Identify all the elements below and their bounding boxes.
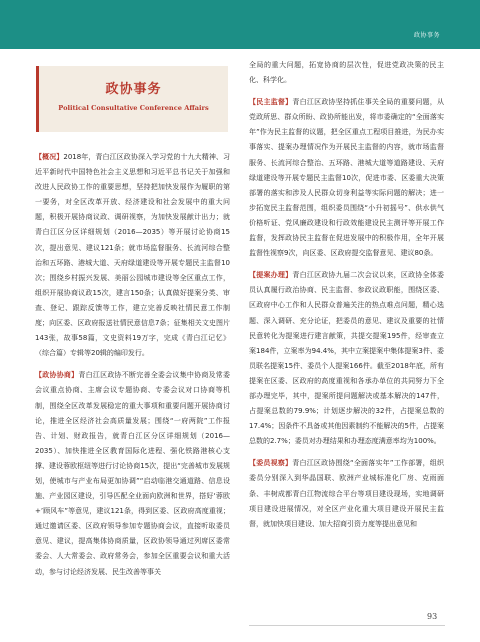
header-bar xyxy=(0,0,480,49)
footer-divider xyxy=(249,625,445,626)
paragraph-tag: 【民主监督】 xyxy=(249,98,293,107)
paragraph-text: 青白江区政协围绕“全面落实年”工作部署，组织委员分别深入到华晶国联、欧洲产业城标准化厂房、克雨面条、丰树成都青白江物流综合平台等项目建设现场，实地调研项目建设进展情况，对全区产业化重大项目建设开展民主监督，就加快项目建设、加大招商引资力度等提出意见和 xyxy=(249,459,444,528)
section-title: 政协事务 xyxy=(105,82,162,97)
paragraph-text: 青白江区政协不断完善全委会议集中协商及常委会议重点协商、主席会议专题协商、专委会议对口协商等机制，围绕全区改革发展稳定的重大事项和重要问题开展协商讨论，推进全区经济社会高质量发展；围绕“一府两院”工作报告、计划、财政报告，就青白江区分区详细规划（2016—2035）、加快推进全区教育国际化进程、强化铁路港核心支撑、建设蓉欧枢纽等进行讨论协商15次，提出“完善城市发展规划，使城市与产业布局更加协调”“启动临港交通道路、信息设施、产业园区建设，引导匹配全业面向欧洲和世界，搭好‘蓉欧+’顾风车”等意见，建议121条，得到区委、区政府高度重视；通过邀请区委、区政府领导参加专题协商会议，直接听取委员意见、建议，提高集体协商质量，区政协领导通过列席区委常委会、人大常委会、政府常务会，参加全区重要会议和重大活动，参与讨论经济发展、民生改善等事关 xyxy=(35,371,231,576)
paragraph-tag: 【政协协商】 xyxy=(35,371,79,380)
paragraph-tag: 【提案办理】 xyxy=(249,271,293,280)
section-title-box xyxy=(36,66,228,132)
paragraph-tag: 【概况】 xyxy=(35,153,64,161)
paragraph-text: 全局的重大问题，拓宽协商的层次性，促进党政决策的民主化、科学化。 xyxy=(249,61,444,85)
section-title-english: Political Consultative Conference Affairs xyxy=(58,104,209,112)
paragraph-consultation xyxy=(35,368,230,579)
left-column xyxy=(35,150,230,587)
paragraph-overview xyxy=(35,150,230,361)
paragraph-text: 2018年，青白江区政协深入学习党的十九大精神、习近平新时代中国特色社会主义思想和习近平总书记关于加强和改进人民政协工作的重要思想，坚持把加快发展作为履职的第一要务，对全区改革开放、经济建设和社会发展中的重大问题，积极开展协商议政、调研视察，为加快发展献计出力；就青白江区分区详细规划（2016—2035）等开展讨论协商15次，提出意见、建议121条；就市场监督服务、长流河综合整治和五环路、港城大道、天府绿道建设等开展专题民主监督10次；围绕乡村振兴发展、美丽公园城市建设等全区重点工作，组织开展协商议政15次，建言150条；认真做好提案分类、审查、登记、跟踪反馈等工作，建立完善反映社情民意工作制度；向区委、区政府报送社情民意信息7条；征集相关文史图片143张，故事58篇，文史资料19万字，完成《青白江记忆》（综合篇）专辑等20辑的编印发行。 xyxy=(35,153,230,358)
paragraph-tag: 【委员视察】 xyxy=(249,459,293,468)
right-column xyxy=(249,58,444,539)
section-label: 政协事务 xyxy=(413,32,440,39)
paragraph-proposals xyxy=(249,268,444,449)
paragraph-continuation xyxy=(249,58,444,88)
paragraph-text: 青白江区政协坚持抓住事关全局的重要问题，从党政所思、群众所盼、政协所能出发，将市委确定的“全面落实年”作为民主监督的议题，把全区重点工程项目推进，为民办实事落实、提案办理情况作为开展民主监督的内容，就市场监督服务、长流河综合整治、五环路、港城大道等道路建设、天府绿道建设等开展专题民主监督10次，促进市委、区委重大决策部署的落实和涉及人民群众切身利益等实际问题的解决；进一步拓宽民主监督范围，组织委员围绕“小升初摇号”、供水供气价格听证、党风廉政建设和行政效能建设民主测评等开展工作监督，发挥政协民主监督在促进发展中的积极作用，全年开展监督性视察9次，向区委、区政府提交监督意见、建议80条。 xyxy=(249,98,445,258)
paragraph-inspection xyxy=(249,456,444,531)
page-number: 93 xyxy=(427,612,438,621)
paragraph-text: 青白江区政协九届二次会议以来，区政协全体委员认真履行政治协商、民主监督、参政议政职能，围绕区委、区政府中心工作和人民群众普遍关注的热点难点问题，精心选题、深入调研、充分论证，把委员的意见、建议及重要的社情民意转化为提案进行建言献策，共提交提案195件，经审查立案184件，立案率为94.4%，其中立案提案中集体提案3件、委员联名提案15件、委员个人提案166件。截至2018年底，所有提案在区委、区政府的高度重视和各承办单位的共同努力下全部办理完毕，其中，提案所提问题解决或基本解决的147件，占提案总数的79.9%；计划逐步解决的32件，占提案总数的17.4%；因条件不具备或其他因素制约不能解决的5件，占提案总数的2.7%；委员对办理结果和办理态度满意率均为100%。 xyxy=(249,271,445,446)
paragraph-supervision xyxy=(249,95,444,261)
